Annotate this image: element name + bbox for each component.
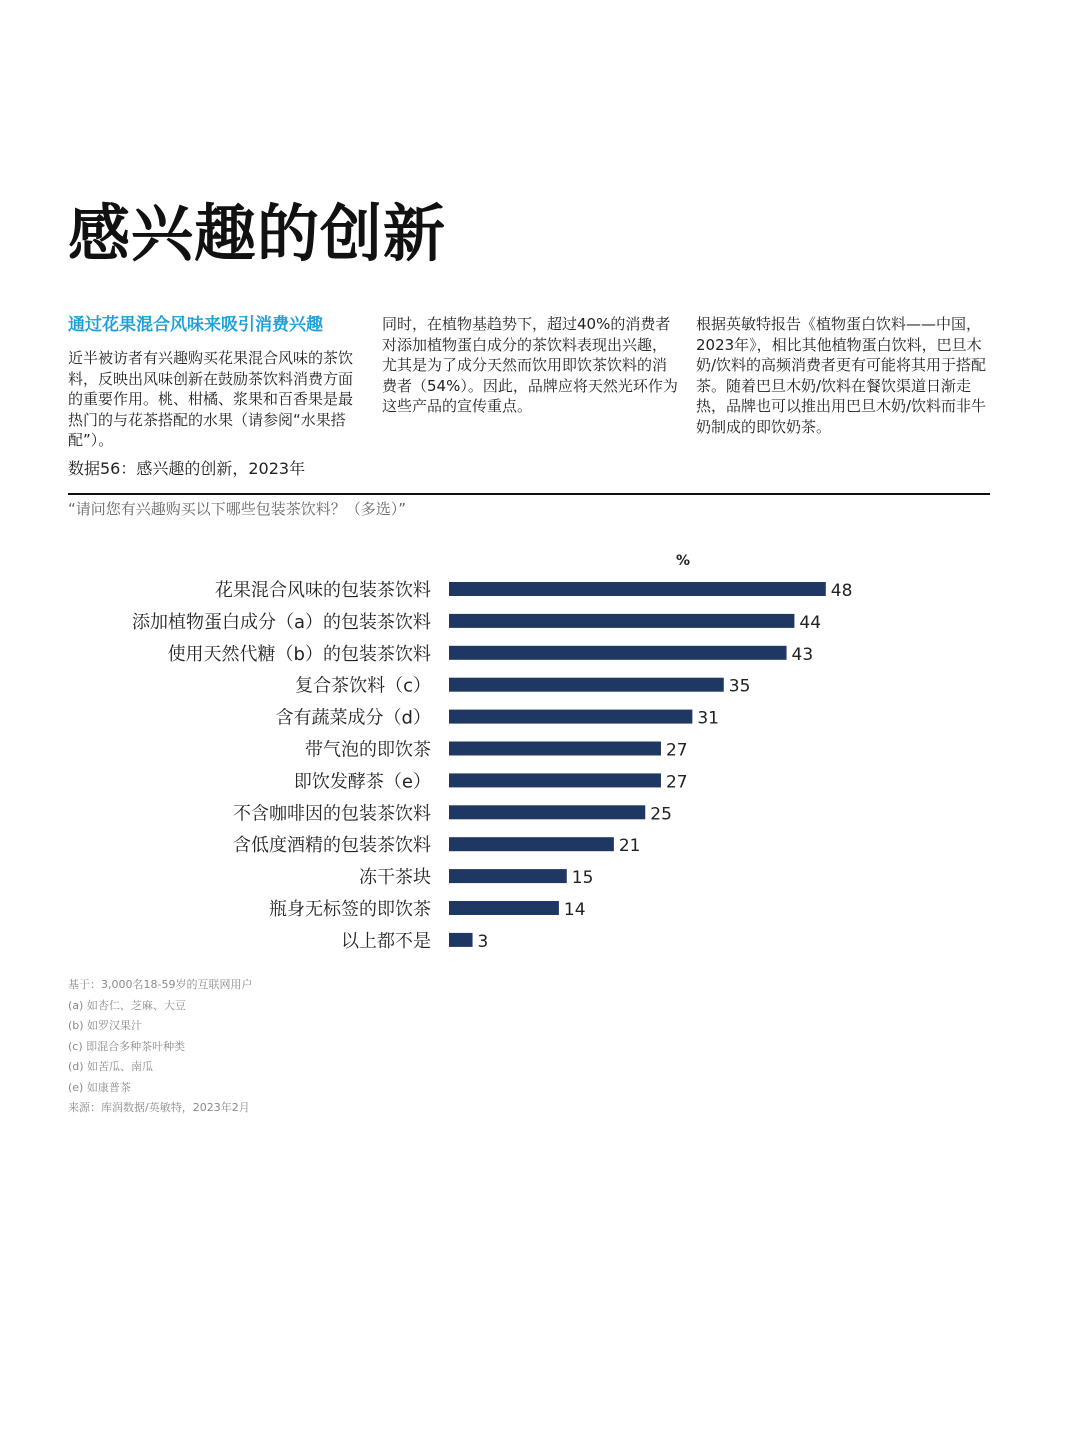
category-label: 复合茶饮料（c） xyxy=(295,675,431,697)
text-column-1 xyxy=(68,314,366,451)
text-column-3 xyxy=(696,314,994,437)
chart-unit-label: % xyxy=(675,553,691,569)
category-label: 不含咖啡因的包装茶饮料 xyxy=(233,803,431,825)
footnote-line: 来源：库润数据/英敏特，2023年2月 xyxy=(68,1101,250,1114)
figure-caption: 数据56：感兴趣的创新，2023年 xyxy=(68,459,306,478)
bar-chart xyxy=(0,540,1080,960)
bar xyxy=(449,901,559,915)
footnotes xyxy=(68,975,252,1119)
value-label: 44 xyxy=(799,612,822,633)
value-label: 48 xyxy=(830,581,853,601)
value-label: 14 xyxy=(563,900,586,920)
footnote-line: (a) 如杏仁、芝麻、大豆 xyxy=(68,998,186,1012)
column-3-paragraph: 根据英敏特报告《植物蛋白饮料——中国，2023年》，相比其他植物蛋白饮料，巴旦木奶/饮料的高频消费者更有可能将其用于搭配茶。随着巴旦木奶/饮料在餐饮渠道日渐走热，品牌也可以推出用巴旦木奶/饮料而非牛奶制成的即饮奶茶。 xyxy=(696,315,987,436)
bar xyxy=(449,805,645,819)
category-label: 以上都不是 xyxy=(341,930,431,952)
bar xyxy=(449,933,473,947)
footnote-line: (d) 如苦瓜、南瓜 xyxy=(68,1060,154,1073)
bar-group xyxy=(132,580,852,952)
bar xyxy=(449,773,661,787)
bar xyxy=(449,582,826,596)
footnote-line: (c) 即混合多种茶叶种类 xyxy=(68,1039,186,1053)
footnote-line: (b) 如罗汉果汁 xyxy=(68,1019,143,1032)
category-label: 含有蔬菜成分（d） xyxy=(275,707,431,729)
value-label: 27 xyxy=(665,772,688,793)
divider-rule xyxy=(68,493,990,495)
category-label: 添加植物蛋白成分（a）的包装茶饮料 xyxy=(131,611,431,633)
bar xyxy=(449,710,692,724)
column-2-paragraph: 同时，在植物基趋势下，超过40%的消费者对添加植物蛋白成分的茶饮料表现出兴趣，尤其是为了成分天然而饮用即饮茶饮料的消费者（54%）。因此，品牌应将天然光环作为这些产品的宣传重点。 xyxy=(382,315,678,415)
value-label: 25 xyxy=(650,804,672,825)
category-label: 带气泡的即饮茶 xyxy=(305,739,431,761)
category-label: 瓶身无标签的即饮茶 xyxy=(269,899,431,920)
value-label: 15 xyxy=(571,868,594,889)
bar xyxy=(449,837,614,851)
bar xyxy=(449,678,724,692)
value-label: 43 xyxy=(791,644,814,665)
category-label: 即饮发酵茶（e） xyxy=(293,771,431,793)
survey-question: “请问您有兴趣购买以下哪些包装茶饮料？（多选）” xyxy=(68,500,407,518)
page-title: 感兴趣的创新 xyxy=(68,197,447,270)
column-1-paragraph: 近半被访者有兴趣购买花果混合风味的茶饮料，反映出风味创新在鼓励茶饮料消费方面的重要作用。桃、柑橘、浆果和百香果是最热门的与花茶搭配的水果（请参阅“水果搭配”）。 xyxy=(68,349,354,449)
category-label: 含低度酒精的包装茶饮料 xyxy=(233,835,431,857)
value-label: 35 xyxy=(728,676,751,697)
category-label: 花果混合风味的包装茶饮料 xyxy=(215,580,431,601)
category-label: 冻干茶块 xyxy=(359,867,431,889)
section-heading: 通过花果混合风味来吸引消费兴趣 xyxy=(68,315,323,335)
text-column-2 xyxy=(382,314,680,417)
footnote-line: 基于：3,000名18-59岁的互联网用户 xyxy=(68,978,253,991)
bar xyxy=(449,614,794,628)
bar xyxy=(449,646,787,660)
value-label: 27 xyxy=(665,740,688,761)
bar xyxy=(449,869,567,883)
value-label: 31 xyxy=(697,708,719,729)
value-label: 3 xyxy=(477,931,489,952)
footnote-line: (e) 如康普茶 xyxy=(68,1080,131,1094)
category-label: 使用天然代糖（b）的包装茶饮料 xyxy=(167,643,431,665)
value-label: 21 xyxy=(618,836,641,857)
bar xyxy=(449,742,661,756)
